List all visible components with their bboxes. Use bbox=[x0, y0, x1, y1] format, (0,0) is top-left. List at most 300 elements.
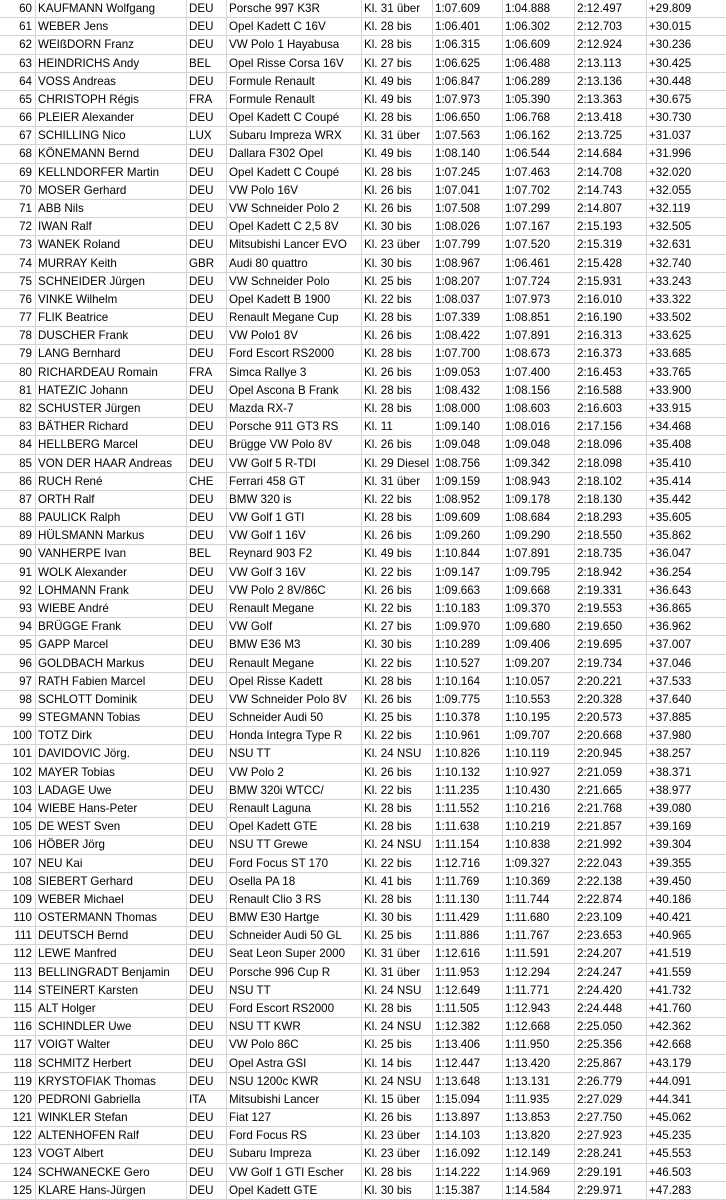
run1-time-cell[interactable]: 1:07.609 bbox=[433, 0, 503, 17]
total-time-cell[interactable]: 2:16.190 bbox=[575, 309, 647, 326]
gap-cell[interactable]: +35.414 bbox=[649, 474, 692, 488]
class-cell[interactable]: Kl. 25 bis bbox=[362, 927, 433, 944]
position-cell[interactable]: 65 bbox=[0, 91, 36, 108]
run2-time-cell[interactable]: 1:09.707 bbox=[503, 727, 575, 744]
class-cell[interactable]: Kl. 28 bis bbox=[362, 1000, 433, 1017]
run2-time-cell[interactable]: 1:07.463 bbox=[503, 164, 575, 181]
class-cell[interactable]: Kl. 22 bis bbox=[362, 491, 433, 508]
class-cell[interactable]: Kl. 30 bis bbox=[362, 909, 433, 926]
nationality-cell[interactable]: LUX bbox=[187, 127, 227, 144]
class-cell[interactable]: Kl. 26 bis bbox=[362, 527, 433, 544]
run2-time-cell[interactable]: 1:07.167 bbox=[503, 218, 575, 235]
car-model-cell[interactable]: Audi 80 quattro bbox=[227, 255, 362, 272]
run1-time-cell[interactable]: 1:09.159 bbox=[433, 473, 503, 490]
class-cell[interactable]: Kl. 30 bis bbox=[362, 636, 433, 653]
run2-time-cell[interactable]: 1:10.369 bbox=[503, 873, 575, 890]
total-time-cell[interactable]: 2:12.924 bbox=[575, 36, 647, 53]
nationality-cell[interactable]: BEL bbox=[187, 55, 227, 72]
car-model-cell[interactable]: Schneider Audi 50 GL bbox=[227, 927, 362, 944]
nationality-cell[interactable]: DEU bbox=[187, 291, 227, 308]
car-model-cell[interactable]: VW Schneider Polo 2 bbox=[227, 200, 362, 217]
total-time-cell[interactable]: 2:18.942 bbox=[575, 564, 647, 581]
total-time-cell[interactable]: 2:13.725 bbox=[575, 127, 647, 144]
gap-cell[interactable]: +30.236 bbox=[649, 38, 692, 52]
nationality-cell[interactable]: DEU bbox=[187, 1018, 227, 1035]
position-cell[interactable]: 122 bbox=[0, 1127, 36, 1144]
nationality-cell[interactable]: DEU bbox=[187, 1036, 227, 1053]
position-cell[interactable]: 62 bbox=[0, 36, 36, 53]
run1-time-cell[interactable]: 1:08.422 bbox=[433, 327, 503, 344]
gap-cell[interactable]: +44.341 bbox=[649, 1092, 692, 1106]
total-time-cell[interactable]: 2:24.207 bbox=[575, 945, 647, 962]
position-cell[interactable]: 110 bbox=[0, 909, 36, 926]
total-time-cell[interactable]: 2:15.931 bbox=[575, 273, 647, 290]
run1-time-cell[interactable]: 1:15.387 bbox=[433, 1182, 503, 1199]
gap-cell[interactable]: +36.643 bbox=[649, 583, 692, 597]
run1-time-cell[interactable]: 1:10.378 bbox=[433, 709, 503, 726]
position-cell[interactable]: 73 bbox=[0, 236, 36, 253]
gap-cell[interactable]: +32.119 bbox=[649, 202, 691, 215]
driver-name-cell[interactable]: SIEBERT Gerhard bbox=[36, 873, 187, 890]
run1-time-cell[interactable]: 1:08.952 bbox=[433, 491, 503, 508]
total-time-cell[interactable]: 2:21.059 bbox=[575, 764, 647, 781]
class-cell[interactable]: Kl. 27 bis bbox=[362, 55, 433, 72]
class-cell[interactable]: Kl. 22 bis bbox=[362, 600, 433, 617]
position-cell[interactable]: 88 bbox=[0, 509, 36, 526]
nationality-cell[interactable]: DEU bbox=[187, 800, 227, 817]
class-cell[interactable]: Kl. 49 bis bbox=[362, 145, 433, 162]
total-time-cell[interactable]: 2:23.109 bbox=[575, 909, 647, 926]
total-time-cell[interactable]: 2:13.418 bbox=[575, 109, 647, 126]
gap-cell[interactable]: +44.091 bbox=[649, 1074, 692, 1088]
car-model-cell[interactable]: VW Golf bbox=[227, 618, 362, 635]
position-cell[interactable]: 120 bbox=[0, 1091, 36, 1108]
class-cell[interactable]: Kl. 30 bis bbox=[362, 218, 433, 235]
car-model-cell[interactable]: VW Polo 2 8V/86C bbox=[227, 582, 362, 599]
class-cell[interactable]: Kl. 26 bis bbox=[362, 436, 433, 453]
nationality-cell[interactable]: DEU bbox=[187, 691, 227, 708]
run1-time-cell[interactable]: 1:09.147 bbox=[433, 564, 503, 581]
nationality-cell[interactable]: DEU bbox=[187, 382, 227, 399]
nationality-cell[interactable]: DEU bbox=[187, 1073, 227, 1090]
class-cell[interactable]: Kl. 22 bis bbox=[362, 291, 433, 308]
position-cell[interactable]: 78 bbox=[0, 327, 36, 344]
car-model-cell[interactable]: Renault Megane bbox=[227, 600, 362, 617]
driver-name-cell[interactable]: SCHILLING Nico bbox=[36, 127, 187, 144]
total-time-cell[interactable]: 2:18.098 bbox=[575, 455, 647, 472]
gap-cell[interactable]: +42.362 bbox=[649, 1020, 692, 1034]
car-model-cell[interactable]: Osella PA 18 bbox=[227, 873, 362, 890]
position-cell[interactable]: 68 bbox=[0, 145, 36, 162]
gap-cell[interactable]: +33.243 bbox=[649, 274, 692, 288]
car-model-cell[interactable]: VW Polo 86C bbox=[227, 1036, 362, 1053]
class-cell[interactable]: Kl. 31 über bbox=[362, 127, 433, 144]
total-time-cell[interactable]: 2:20.573 bbox=[575, 709, 647, 726]
run1-time-cell[interactable]: 1:09.609 bbox=[433, 509, 503, 526]
driver-name-cell[interactable]: WOLK Alexander bbox=[36, 564, 187, 581]
run1-time-cell[interactable]: 1:06.847 bbox=[433, 73, 503, 90]
driver-name-cell[interactable]: WIEBE Hans-Peter bbox=[36, 800, 187, 817]
driver-name-cell[interactable]: DEUTSCH Bernd bbox=[36, 927, 187, 944]
run2-time-cell[interactable]: 1:14.584 bbox=[503, 1182, 575, 1199]
nationality-cell[interactable]: DEU bbox=[187, 618, 227, 635]
gap-cell[interactable]: +39.169 bbox=[649, 820, 692, 834]
run2-time-cell[interactable]: 1:08.016 bbox=[503, 418, 575, 435]
gap-cell[interactable]: +33.685 bbox=[649, 347, 692, 361]
car-model-cell[interactable]: Brügge VW Polo 8V bbox=[227, 436, 362, 453]
class-cell[interactable]: Kl. 25 bis bbox=[362, 1036, 433, 1053]
position-cell[interactable]: 99 bbox=[0, 709, 36, 726]
driver-name-cell[interactable]: CHRISTOPH Régis bbox=[36, 91, 187, 108]
car-model-cell[interactable]: Porsche 911 GT3 RS bbox=[227, 418, 362, 435]
driver-name-cell[interactable]: GAPP Marcel bbox=[36, 636, 187, 653]
run1-time-cell[interactable]: 1:11.552 bbox=[433, 800, 503, 817]
run2-time-cell[interactable]: 1:11.767 bbox=[503, 927, 575, 944]
position-cell[interactable]: 105 bbox=[0, 818, 36, 835]
car-model-cell[interactable]: Simca Rallye 3 bbox=[227, 364, 362, 381]
run2-time-cell[interactable]: 1:12.294 bbox=[503, 964, 575, 981]
nationality-cell[interactable]: DEU bbox=[187, 873, 227, 890]
gap-cell[interactable]: +38.257 bbox=[649, 747, 692, 761]
class-cell[interactable]: Kl. 26 bis bbox=[362, 1109, 433, 1126]
class-cell[interactable]: Kl. 28 bis bbox=[362, 309, 433, 326]
run2-time-cell[interactable]: 1:04.888 bbox=[503, 0, 575, 17]
total-time-cell[interactable]: 2:12.703 bbox=[575, 18, 647, 35]
run1-time-cell[interactable]: 1:11.886 bbox=[433, 927, 503, 944]
run2-time-cell[interactable]: 1:11.935 bbox=[503, 1091, 575, 1108]
gap-cell[interactable]: +32.631 bbox=[649, 238, 692, 252]
nationality-cell[interactable]: DEU bbox=[187, 345, 227, 362]
driver-name-cell[interactable]: HELLBERG Marcel bbox=[36, 436, 187, 453]
position-cell[interactable]: 121 bbox=[0, 1109, 36, 1126]
gap-cell[interactable]: +36.047 bbox=[649, 547, 692, 561]
car-model-cell[interactable]: NSU TT bbox=[227, 982, 362, 999]
car-model-cell[interactable]: Ford Focus ST 170 bbox=[227, 855, 362, 872]
driver-name-cell[interactable]: VOIGT Walter bbox=[36, 1036, 187, 1053]
car-model-cell[interactable]: VW Golf 5 R-TDI bbox=[227, 455, 362, 472]
run1-time-cell[interactable]: 1:07.041 bbox=[433, 182, 503, 199]
nationality-cell[interactable]: DEU bbox=[187, 655, 227, 672]
position-cell[interactable]: 80 bbox=[0, 364, 36, 381]
class-cell[interactable]: Kl. 24 NSU bbox=[362, 836, 433, 853]
position-cell[interactable]: 93 bbox=[0, 600, 36, 617]
position-cell[interactable]: 114 bbox=[0, 982, 36, 999]
nationality-cell[interactable]: DEU bbox=[187, 327, 227, 344]
position-cell[interactable]: 95 bbox=[0, 636, 36, 653]
car-model-cell[interactable]: Mazda RX-7 bbox=[227, 400, 362, 417]
position-cell[interactable]: 85 bbox=[0, 455, 36, 472]
gap-cell[interactable]: +40.186 bbox=[649, 892, 692, 906]
class-cell[interactable]: Kl. 24 NSU bbox=[362, 982, 433, 999]
car-model-cell[interactable]: Opel Kadett GTE bbox=[227, 1182, 362, 1199]
class-cell[interactable]: Kl. 29 Diesel bbox=[362, 455, 433, 472]
car-model-cell[interactable]: Honda Integra Type R bbox=[227, 727, 362, 744]
run2-time-cell[interactable]: 1:13.820 bbox=[503, 1127, 575, 1144]
run2-time-cell[interactable]: 1:13.420 bbox=[503, 1055, 575, 1072]
total-time-cell[interactable]: 2:19.553 bbox=[575, 600, 647, 617]
nationality-cell[interactable]: DEU bbox=[187, 855, 227, 872]
car-model-cell[interactable]: Formule Renault bbox=[227, 91, 362, 108]
run2-time-cell[interactable]: 1:08.684 bbox=[503, 509, 575, 526]
class-cell[interactable]: Kl. 24 NSU bbox=[362, 1018, 433, 1035]
driver-name-cell[interactable]: RUCH René bbox=[36, 473, 187, 490]
nationality-cell[interactable]: DEU bbox=[187, 818, 227, 835]
total-time-cell[interactable]: 2:13.363 bbox=[575, 91, 647, 108]
car-model-cell[interactable]: VW Polo 1 Hayabusa bbox=[227, 36, 362, 53]
car-model-cell[interactable]: Opel Kadett C Coupé bbox=[227, 109, 362, 126]
total-time-cell[interactable]: 2:13.136 bbox=[575, 73, 647, 90]
position-cell[interactable]: 113 bbox=[0, 964, 36, 981]
class-cell[interactable]: Kl. 23 über bbox=[362, 1127, 433, 1144]
class-cell[interactable]: Kl. 14 bis bbox=[362, 1055, 433, 1072]
nationality-cell[interactable]: DEU bbox=[187, 673, 227, 690]
total-time-cell[interactable]: 2:25.050 bbox=[575, 1018, 647, 1035]
nationality-cell[interactable]: DEU bbox=[187, 236, 227, 253]
driver-name-cell[interactable]: SCHUSTER Jürgen bbox=[36, 400, 187, 417]
total-time-cell[interactable]: 2:16.373 bbox=[575, 345, 647, 362]
car-model-cell[interactable]: Opel Risse Kadett bbox=[227, 673, 362, 690]
total-time-cell[interactable]: 2:12.497 bbox=[575, 0, 647, 17]
nationality-cell[interactable]: DEU bbox=[187, 182, 227, 199]
run2-time-cell[interactable]: 1:10.195 bbox=[503, 709, 575, 726]
class-cell[interactable]: Kl. 23 über bbox=[362, 1145, 433, 1162]
class-cell[interactable]: Kl. 49 bis bbox=[362, 73, 433, 90]
gap-cell[interactable]: +46.503 bbox=[649, 1165, 692, 1179]
class-cell[interactable]: Kl. 28 bis bbox=[362, 109, 433, 126]
car-model-cell[interactable]: Renault Megane bbox=[227, 655, 362, 672]
total-time-cell[interactable]: 2:22.043 bbox=[575, 855, 647, 872]
run2-time-cell[interactable]: 1:06.162 bbox=[503, 127, 575, 144]
run1-time-cell[interactable]: 1:09.140 bbox=[433, 418, 503, 435]
class-cell[interactable]: Kl. 31 über bbox=[362, 964, 433, 981]
run2-time-cell[interactable]: 1:09.370 bbox=[503, 600, 575, 617]
nationality-cell[interactable]: DEU bbox=[187, 1145, 227, 1162]
car-model-cell[interactable]: Fiat 127 bbox=[227, 1109, 362, 1126]
total-time-cell[interactable]: 2:29.191 bbox=[575, 1164, 647, 1181]
nationality-cell[interactable]: DEU bbox=[187, 0, 227, 17]
gap-cell[interactable]: +45.235 bbox=[649, 1129, 692, 1143]
class-cell[interactable]: Kl. 28 bis bbox=[362, 509, 433, 526]
total-time-cell[interactable]: 2:23.653 bbox=[575, 927, 647, 944]
driver-name-cell[interactable]: ALT Holger bbox=[36, 1000, 187, 1017]
driver-name-cell[interactable]: LEWE Manfred bbox=[36, 945, 187, 962]
total-time-cell[interactable]: 2:16.453 bbox=[575, 364, 647, 381]
class-cell[interactable]: Kl. 26 bis bbox=[362, 364, 433, 381]
position-cell[interactable]: 125 bbox=[0, 1182, 36, 1199]
nationality-cell[interactable]: ITA bbox=[187, 1091, 227, 1108]
class-cell[interactable]: Kl. 28 bis bbox=[362, 382, 433, 399]
car-model-cell[interactable]: Subaru Impreza bbox=[227, 1145, 362, 1162]
total-time-cell[interactable]: 2:19.650 bbox=[575, 618, 647, 635]
car-model-cell[interactable]: Opel Kadett GTE bbox=[227, 818, 362, 835]
run2-time-cell[interactable]: 1:09.048 bbox=[503, 436, 575, 453]
total-time-cell[interactable]: 2:22.874 bbox=[575, 891, 647, 908]
class-cell[interactable]: Kl. 28 bis bbox=[362, 1164, 433, 1181]
total-time-cell[interactable]: 2:14.743 bbox=[575, 182, 647, 199]
gap-cell[interactable]: +31.037 bbox=[649, 129, 692, 143]
total-time-cell[interactable]: 2:14.684 bbox=[575, 145, 647, 162]
nationality-cell[interactable]: DEU bbox=[187, 1000, 227, 1017]
total-time-cell[interactable]: 2:28.241 bbox=[575, 1145, 647, 1162]
nationality-cell[interactable]: CHE bbox=[187, 473, 227, 490]
position-cell[interactable]: 119 bbox=[0, 1073, 36, 1090]
run2-time-cell[interactable]: 1:14.969 bbox=[503, 1164, 575, 1181]
nationality-cell[interactable]: DEU bbox=[187, 1164, 227, 1181]
position-cell[interactable]: 118 bbox=[0, 1055, 36, 1072]
total-time-cell[interactable]: 2:15.428 bbox=[575, 255, 647, 272]
nationality-cell[interactable]: DEU bbox=[187, 18, 227, 35]
nationality-cell[interactable]: GBR bbox=[187, 255, 227, 272]
total-time-cell[interactable]: 2:17.156 bbox=[575, 418, 647, 435]
driver-name-cell[interactable]: HEINDRICHS Andy bbox=[36, 55, 187, 72]
total-time-cell[interactable]: 2:26.779 bbox=[575, 1073, 647, 1090]
car-model-cell[interactable]: Porsche 996 Cup R bbox=[227, 964, 362, 981]
total-time-cell[interactable]: 2:20.945 bbox=[575, 745, 647, 762]
driver-name-cell[interactable]: TOTZ Dirk bbox=[36, 727, 187, 744]
driver-name-cell[interactable]: HÜLSMANN Markus bbox=[36, 527, 187, 544]
car-model-cell[interactable]: Ford Focus RS bbox=[227, 1127, 362, 1144]
run1-time-cell[interactable]: 1:14.103 bbox=[433, 1127, 503, 1144]
total-time-cell[interactable]: 2:16.313 bbox=[575, 327, 647, 344]
total-time-cell[interactable]: 2:25.356 bbox=[575, 1036, 647, 1053]
run1-time-cell[interactable]: 1:12.716 bbox=[433, 855, 503, 872]
run2-time-cell[interactable]: 1:06.768 bbox=[503, 109, 575, 126]
car-model-cell[interactable]: NSU TT bbox=[227, 745, 362, 762]
total-time-cell[interactable]: 2:18.130 bbox=[575, 491, 647, 508]
class-cell[interactable]: Kl. 28 bis bbox=[362, 18, 433, 35]
run1-time-cell[interactable]: 1:07.245 bbox=[433, 164, 503, 181]
total-time-cell[interactable]: 2:15.319 bbox=[575, 236, 647, 253]
class-cell[interactable]: Kl. 26 bis bbox=[362, 764, 433, 781]
driver-name-cell[interactable]: MURRAY Keith bbox=[36, 255, 187, 272]
gap-cell[interactable]: +36.962 bbox=[649, 620, 692, 634]
car-model-cell[interactable]: NSU TT KWR bbox=[227, 1018, 362, 1035]
class-cell[interactable]: Kl. 28 bis bbox=[362, 345, 433, 362]
run2-time-cell[interactable]: 1:06.609 bbox=[503, 36, 575, 53]
run2-time-cell[interactable]: 1:11.680 bbox=[503, 909, 575, 926]
nationality-cell[interactable]: DEU bbox=[187, 455, 227, 472]
run1-time-cell[interactable]: 1:10.826 bbox=[433, 745, 503, 762]
total-time-cell[interactable]: 2:16.603 bbox=[575, 400, 647, 417]
run2-time-cell[interactable]: 1:09.327 bbox=[503, 855, 575, 872]
car-model-cell[interactable]: Opel Risse Corsa 16V bbox=[227, 55, 362, 72]
run2-time-cell[interactable]: 1:10.219 bbox=[503, 818, 575, 835]
run2-time-cell[interactable]: 1:07.891 bbox=[503, 327, 575, 344]
run2-time-cell[interactable]: 1:06.302 bbox=[503, 18, 575, 35]
gap-cell[interactable]: +39.355 bbox=[649, 856, 692, 870]
gap-cell[interactable]: +38.371 bbox=[649, 765, 692, 779]
class-cell[interactable]: Kl. 26 bis bbox=[362, 691, 433, 708]
driver-name-cell[interactable]: VON DER HAAR Andreas bbox=[36, 455, 187, 472]
nationality-cell[interactable]: FRA bbox=[187, 91, 227, 108]
gap-cell[interactable]: +35.862 bbox=[649, 529, 692, 543]
car-model-cell[interactable]: Opel Kadett C 16V bbox=[227, 18, 362, 35]
driver-name-cell[interactable]: LANG Bernhard bbox=[36, 345, 187, 362]
total-time-cell[interactable]: 2:19.695 bbox=[575, 636, 647, 653]
nationality-cell[interactable]: DEU bbox=[187, 964, 227, 981]
run2-time-cell[interactable]: 1:08.851 bbox=[503, 309, 575, 326]
driver-name-cell[interactable]: PLEIER Alexander bbox=[36, 109, 187, 126]
run1-time-cell[interactable]: 1:12.649 bbox=[433, 982, 503, 999]
run2-time-cell[interactable]: 1:10.216 bbox=[503, 800, 575, 817]
gap-cell[interactable]: +37.007 bbox=[649, 638, 692, 652]
run2-time-cell[interactable]: 1:06.488 bbox=[503, 55, 575, 72]
driver-name-cell[interactable]: SCHLOTT Dominik bbox=[36, 691, 187, 708]
run2-time-cell[interactable]: 1:06.289 bbox=[503, 73, 575, 90]
class-cell[interactable]: Kl. 31 über bbox=[362, 0, 433, 17]
car-model-cell[interactable]: Ford Escort RS2000 bbox=[227, 1000, 362, 1017]
driver-name-cell[interactable]: VOSS Andreas bbox=[36, 73, 187, 90]
run2-time-cell[interactable]: 1:09.795 bbox=[503, 564, 575, 581]
nationality-cell[interactable]: DEU bbox=[187, 1109, 227, 1126]
class-cell[interactable]: Kl. 22 bis bbox=[362, 855, 433, 872]
gap-cell[interactable]: +42.668 bbox=[649, 1038, 692, 1052]
run1-time-cell[interactable]: 1:07.799 bbox=[433, 236, 503, 253]
run1-time-cell[interactable]: 1:13.406 bbox=[433, 1036, 503, 1053]
total-time-cell[interactable]: 2:18.102 bbox=[575, 473, 647, 490]
class-cell[interactable]: Kl. 28 bis bbox=[362, 36, 433, 53]
run1-time-cell[interactable]: 1:07.973 bbox=[433, 91, 503, 108]
position-cell[interactable]: 116 bbox=[0, 1018, 36, 1035]
nationality-cell[interactable]: DEU bbox=[187, 891, 227, 908]
car-model-cell[interactable]: Opel Kadett C 2,5 8V bbox=[227, 218, 362, 235]
run2-time-cell[interactable]: 1:07.702 bbox=[503, 182, 575, 199]
run1-time-cell[interactable]: 1:11.769 bbox=[433, 873, 503, 890]
run1-time-cell[interactable]: 1:10.961 bbox=[433, 727, 503, 744]
class-cell[interactable]: Kl. 28 bis bbox=[362, 800, 433, 817]
car-model-cell[interactable]: Reynard 903 F2 bbox=[227, 545, 362, 562]
class-cell[interactable]: Kl. 28 bis bbox=[362, 164, 433, 181]
run2-time-cell[interactable]: 1:06.544 bbox=[503, 145, 575, 162]
car-model-cell[interactable]: VW Golf 1 GTI bbox=[227, 509, 362, 526]
car-model-cell[interactable]: VW Golf 1 GTI Escher bbox=[227, 1164, 362, 1181]
run2-time-cell[interactable]: 1:08.156 bbox=[503, 382, 575, 399]
position-cell[interactable]: 91 bbox=[0, 564, 36, 581]
position-cell[interactable]: 83 bbox=[0, 418, 36, 435]
run1-time-cell[interactable]: 1:16.092 bbox=[433, 1145, 503, 1162]
nationality-cell[interactable]: DEU bbox=[187, 836, 227, 853]
gap-cell[interactable]: +35.410 bbox=[649, 456, 692, 470]
car-model-cell[interactable]: Opel Kadett C Coupé bbox=[227, 164, 362, 181]
nationality-cell[interactable]: DEU bbox=[187, 109, 227, 126]
driver-name-cell[interactable]: DE WEST Sven bbox=[36, 818, 187, 835]
car-model-cell[interactable]: Renault Megane Cup bbox=[227, 309, 362, 326]
position-cell[interactable]: 112 bbox=[0, 945, 36, 962]
nationality-cell[interactable]: DEU bbox=[187, 636, 227, 653]
car-model-cell[interactable]: Mitsubishi Lancer EVO bbox=[227, 236, 362, 253]
gap-cell[interactable]: +37.640 bbox=[649, 692, 692, 706]
gap-cell[interactable]: +37.046 bbox=[649, 656, 692, 670]
total-time-cell[interactable]: 2:24.448 bbox=[575, 1000, 647, 1017]
driver-name-cell[interactable]: ORTH Ralf bbox=[36, 491, 187, 508]
total-time-cell[interactable]: 2:16.010 bbox=[575, 291, 647, 308]
run1-time-cell[interactable]: 1:11.953 bbox=[433, 964, 503, 981]
class-cell[interactable]: Kl. 31 über bbox=[362, 945, 433, 962]
total-time-cell[interactable]: 2:14.708 bbox=[575, 164, 647, 181]
car-model-cell[interactable]: Opel Ascona B Frank bbox=[227, 382, 362, 399]
position-cell[interactable]: 117 bbox=[0, 1036, 36, 1053]
run1-time-cell[interactable]: 1:11.638 bbox=[433, 818, 503, 835]
total-time-cell[interactable]: 2:18.550 bbox=[575, 527, 647, 544]
class-cell[interactable]: Kl. 15 über bbox=[362, 1091, 433, 1108]
gap-cell[interactable]: +30.425 bbox=[649, 56, 692, 70]
class-cell[interactable]: Kl. 30 bis bbox=[362, 1182, 433, 1199]
position-cell[interactable]: 108 bbox=[0, 873, 36, 890]
run2-time-cell[interactable]: 1:07.520 bbox=[503, 236, 575, 253]
run2-time-cell[interactable]: 1:07.724 bbox=[503, 273, 575, 290]
driver-name-cell[interactable]: WINKLER Stefan bbox=[36, 1109, 187, 1126]
position-cell[interactable]: 79 bbox=[0, 345, 36, 362]
